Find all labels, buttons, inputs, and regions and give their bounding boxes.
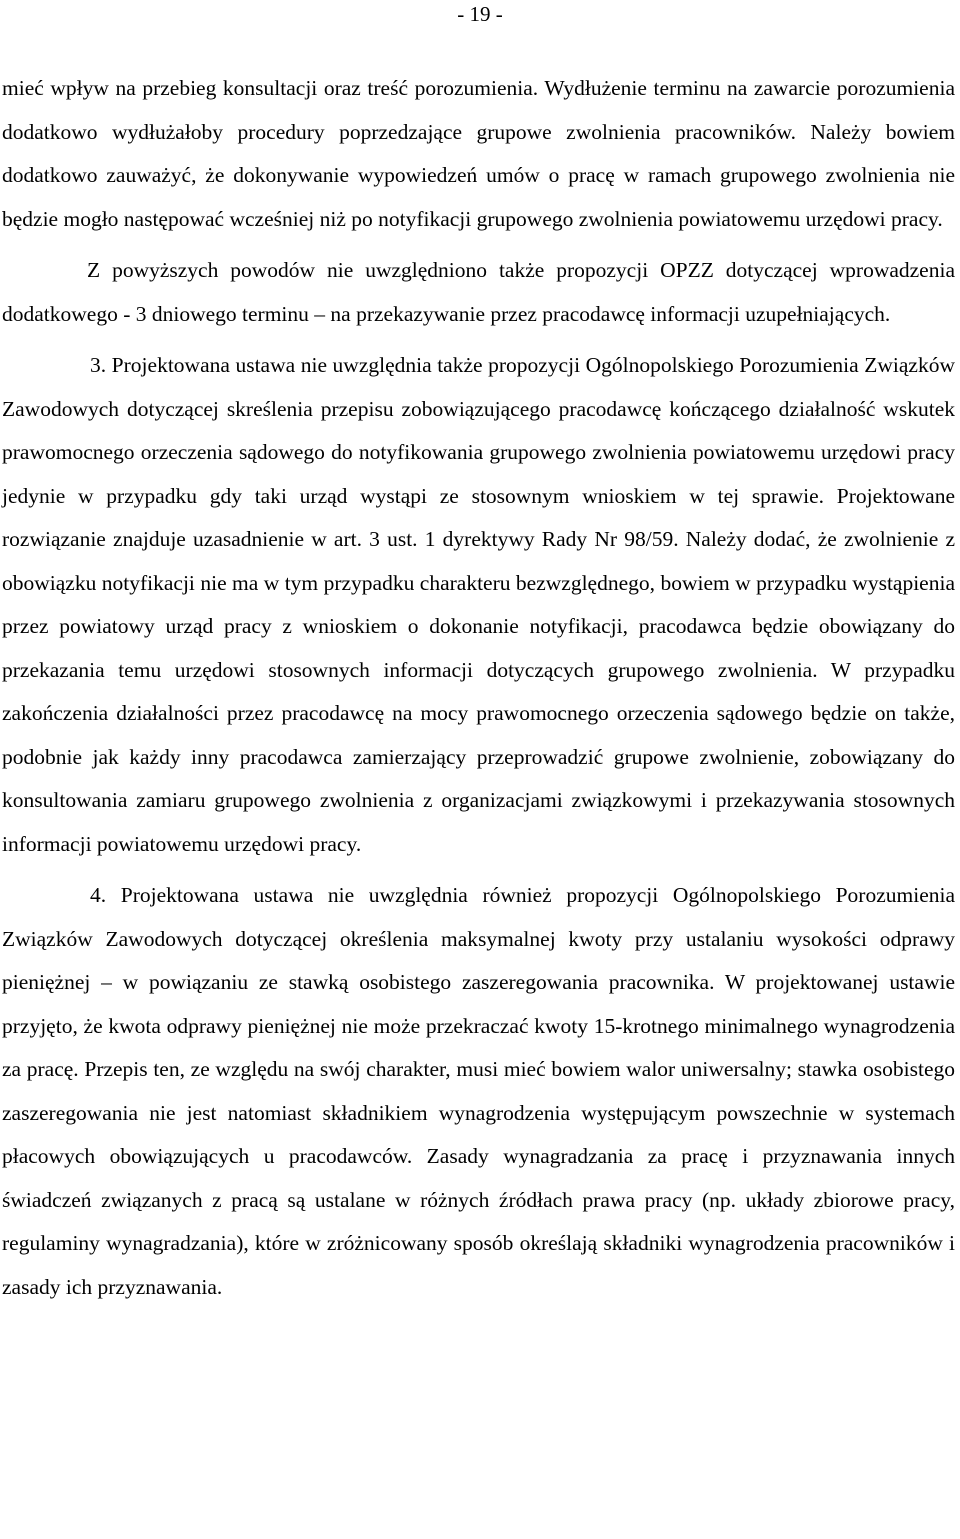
paragraph-continuation: mieć wpływ na przebieg konsultacji oraz treść porozumienia. Wydłużenie terminu na zawarcie porozumienia dodatkowo wydłużałoby procedury poprzedzające grupowe zwolnienia pracowników. Należy bowiem dodatkowo zauważyć, że dokonywanie wypowiedzeń umów o pracę w ramach grupowego zwolnienia nie będzie mogło następować wcześniej niż po notyfikacji grupowego zwolnienia powiatowemu urzędowi pracy. <box>2 76 955 231</box>
page-number: - 19 - <box>457 2 503 26</box>
paragraph-point-4: 4. Projektowana ustawa nie uwzględnia również propozycji Ogólnopolskiego Porozumienia Związków Zawodowych dotyczącej określenia maksymalnej kwoty przy ustalaniu wysokości odprawy pieniężnej – w powiązaniu ze stawką osobistego zaszeregowania pracownika. W projektowanej ustawie przyjęto, że kwota odprawy pieniężnej nie może przekraczać kwoty 15-krotnego minimalnego wynagrodzenia za pracę. Przepis ten, ze względu na swój charakter, musi mieć bowiem walor uniwersalny; stawka osobistego zaszeregowania nie jest natomiast składnikiem wynagrodzenia występującym powszechnie w systemach płacowych obowiązujących u pracodawców. Zasady wynagradzania za pracę i przyznawania innych świadczeń związanych z pracą są ustalane w różnych źródłach prawa pracy (np. układy zbiorowe pracy, regulaminy wynagradzania), które w zróżnicowany sposób określają składniki wynagrodzenia pracowników i zasady ich przyznawania. <box>2 883 955 1299</box>
paragraph-opzz-proposal: Z powyższych powodów nie uwzględniono także propozycji OPZZ dotyczącej wprowadzenia dodatkowego - 3 dniowego terminu – na przekazywanie przez pracodawcę informacji uzupełniających. <box>2 258 955 326</box>
document-body <box>2 67 955 1309</box>
paragraph-point-3: 3. Projektowana ustawa nie uwzględnia także propozycji Ogólnopolskiego Porozumienia Związków Zawodowych dotyczącej skreślenia przepisu zobowiązującego pracodawcę kończącego działalność wskutek prawomocnego orzeczenia sądowego do notyfikowania grupowego zwolnienia powiatowemu urzędowi pracy jedynie w przypadku gdy taki urząd wystąpi ze stosownym wnioskiem w tej sprawie. Projektowane rozwiązanie znajduje uzasadnienie w art. 3 ust. 1 dyrektywy Rady Nr 98/59. Należy dodać, że zwolnienie z obowiązku notyfikacji nie ma w tym przypadku charakteru bezwzględnego, bowiem w przypadku wystąpienia przez powiatowy urząd pracy z wnioskiem o dokonanie notyfikacji, pracodawca będzie obowiązany do przekazania temu urzędowi stosownych informacji dotyczących grupowego zwolnienia. W przypadku zakończenia działalności przez pracodawcę na mocy prawomocnego orzeczenia sądowego będzie on także, podobnie jak każdy inny pracodawca zamierzający przeprowadzić grupowe zwolnienie, zobowiązany do konsultowania zamiaru grupowego zwolnienia z organizacjami związkowymi i przekazywania stosownych informacji powiatowemu urzędowi pracy. <box>2 353 955 856</box>
